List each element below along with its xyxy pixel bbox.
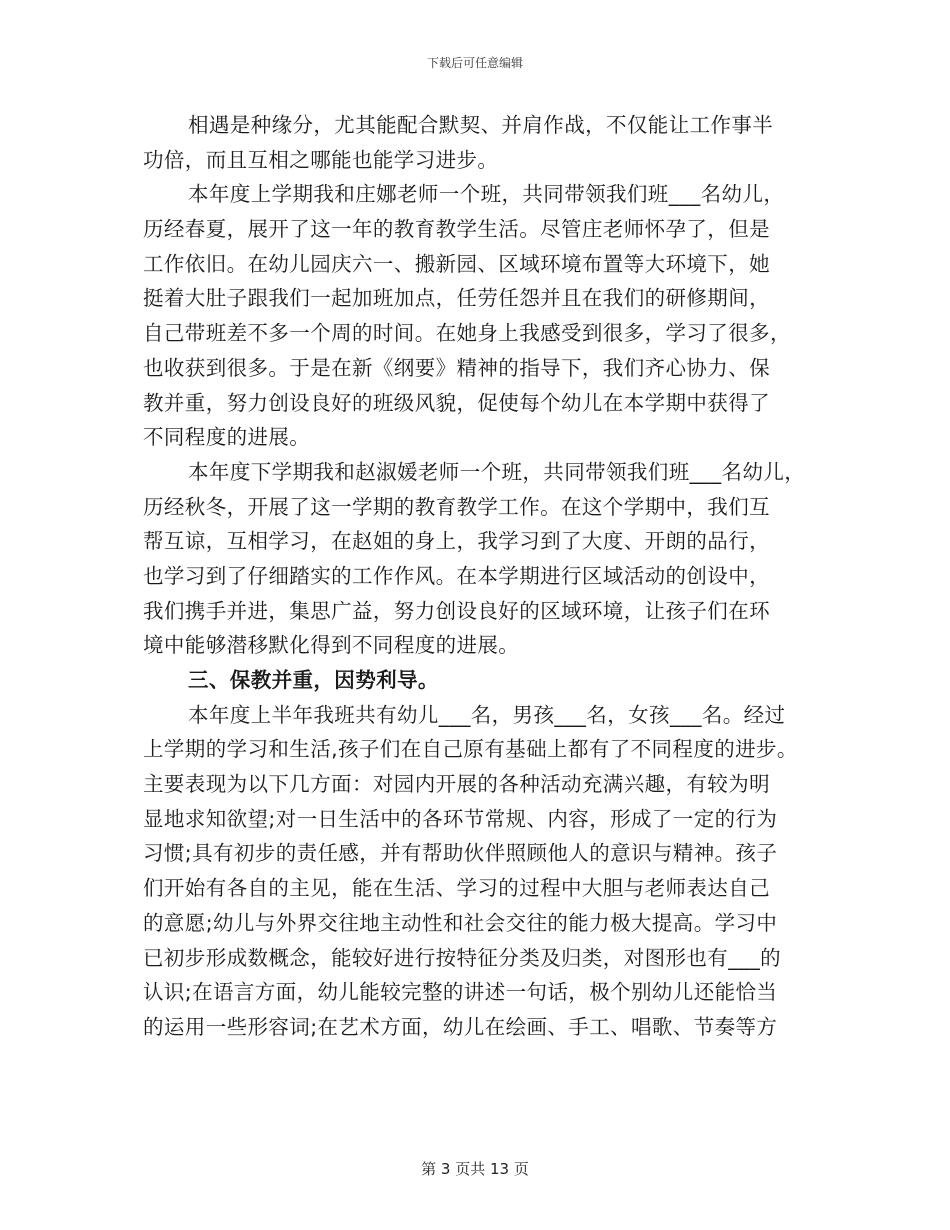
text-line: 也收获到很多。于是在新《纲要》精神的指导下，我们齐心协力、保 [143, 355, 770, 380]
text-line: 不同程度的进展。 [143, 425, 311, 450]
text-line: 相遇是种缘分，尤其能配合默契、并肩作战，不仅能让工作事半 [188, 113, 774, 137]
text-line: 也学习到了仔细踏实的工作作风。在本学期进行区域活动的创设中， [143, 563, 770, 588]
text-line: 我们携手并进，集思广益，努力创设良好的区域环境，让孩子们在环 [143, 598, 770, 623]
document-body [143, 108, 819, 1045]
text-line: 本年度上半年我班共有幼儿___名，男孩___名，女孩___名。经过 [188, 702, 786, 727]
text-line: 本年度下学期我和赵淑媛老师一个班，共同带领我们班___名幼儿， [188, 459, 806, 484]
text-line: 历经秋冬，开展了这一学期的教育教学工作。在这个学期中，我们互 [143, 494, 770, 519]
section-heading: 三、保教并重，因势利导。 [188, 668, 439, 692]
text-line: 自己带班差不多一个周的时间。在她身上我感受到很多，学习了很多， [143, 321, 791, 346]
text-line: 教并重，努力创设良好的班级风貌，促使每个幼儿在本学期中获得了 [143, 390, 770, 415]
text-line: 认识;在语言方面，幼儿能较完整的讲述一句话，极个别幼儿还能恰当 [143, 980, 778, 1005]
text-line: 上学期的学习和生活,孩子们在自己原有基础上都有了不同程度的进步。 [143, 737, 798, 762]
page-header: 下载后可任意编辑 [426, 56, 523, 70]
text-line: 本年度上学期我和庄娜老师一个班，共同带领我们班___名幼儿， [188, 182, 785, 207]
text-line: 帮互谅，互相学习，在赵姐的身上，我学习到了大度、开朗的品行， [143, 529, 770, 554]
text-line: 习惯;具有初步的责任感，并有帮助伙伴照顾他人的意识与精神。孩子 [143, 841, 778, 866]
text-line: 的意愿;幼儿与外界交往地主动性和社会交往的能力极大提高。学习中 [143, 910, 778, 935]
text-line: 的运用一些形容词;在艺术方面，幼儿在绘画、手工、唱歌、节奏等方 [143, 1014, 778, 1039]
page-footer: 第 3 页共 13 页 [421, 1160, 529, 1178]
text-line: 功倍，而且互相之哪能也能学习进步。 [143, 147, 499, 172]
text-line: 主要表现为以下几方面：对园内开展的各种活动充满兴趣，有较为明 [143, 772, 770, 797]
text-line: 显地求知欲望;对一日生活中的各环节常规、内容，形成了一定的行为 [143, 806, 778, 831]
text-line: 工作依旧。在幼儿园庆六一、搬新园、区域环境布置等大环境下，她 [143, 251, 770, 276]
text-line: 境中能够潜移默化得到不同程度的进展。 [143, 633, 520, 658]
text-line: 们开始有各自的主见，能在生活、学习的过程中大胆与老师表达自己 [143, 876, 770, 901]
text-line: 挺着大肚子跟我们一起加班加点，任劳任怨并且在我们的研修期间， [143, 286, 770, 311]
text-line: 历经春夏，展开了这一年的教育教学生活。尽管庄老师怀孕了，但是 [143, 217, 770, 242]
text-line: 已初步形成数概念，能较好进行按特征分类及归类，对图形也有___的 [143, 945, 782, 970]
